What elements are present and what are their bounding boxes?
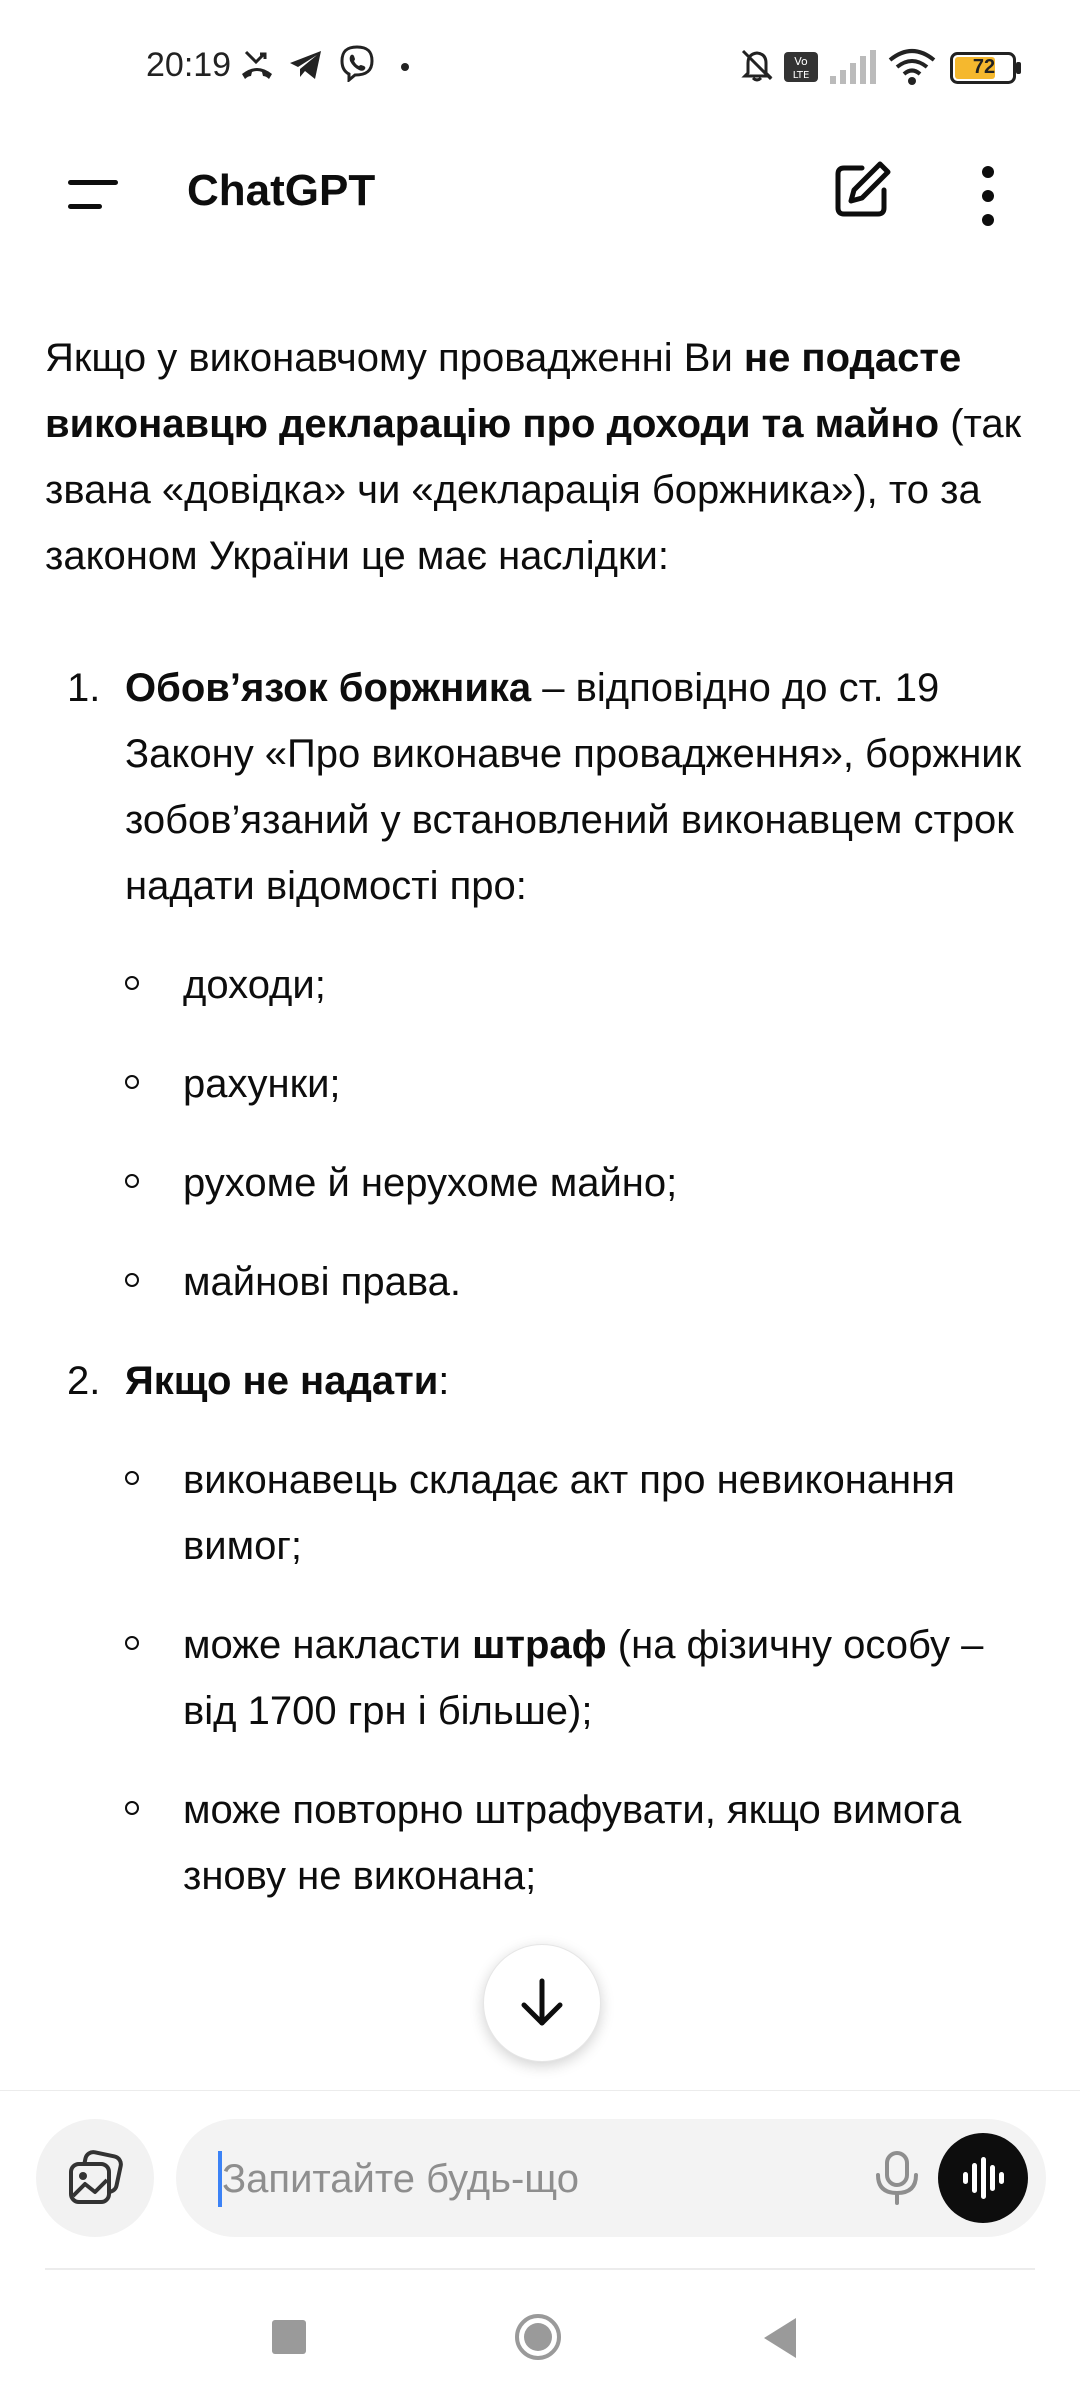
home-icon[interactable] <box>513 2312 563 2362</box>
divider <box>45 2268 1035 2270</box>
dot-icon <box>400 62 410 72</box>
arrow-down-icon <box>514 1975 570 2031</box>
bullet-item: доходи; <box>125 952 1030 1018</box>
composer <box>0 2090 1080 2271</box>
volte-icon <box>784 52 818 82</box>
bullet-list <box>125 952 1030 1315</box>
list-item: 2. Якщо не надати: виконавець складає акт про невиконання вимог; може накласти штраф (на фізичну особу – від 1700 грн і більше); може повторно штрафувати, якщо вимога знову не виконана; <box>45 1348 1030 1909</box>
list-number: 1. <box>67 666 101 710</box>
battery-level: 72 <box>972 56 996 78</box>
list-item: 1. Обов’язок боржника – відповідно до ст. 19 Закону «Про виконавче провадження», боржник зобов’язаний у встановлений виконавцем строк надати відомості про: доходи; рахунки; рухоме й нерухоме майно; майнові права. <box>45 655 1030 1315</box>
voice-mode-icon <box>958 2153 1008 2203</box>
text-caret <box>218 2151 222 2207</box>
bullet-item: рахунки; <box>125 1051 1030 1117</box>
system-nav-bar <box>0 2290 1080 2400</box>
mute-icon <box>738 46 776 84</box>
status-time: 20:19 <box>146 46 232 84</box>
more-vert-icon[interactable] <box>960 156 1020 236</box>
bullet-item: майнові права. <box>125 1249 1030 1315</box>
assistant-message <box>45 325 1030 1909</box>
telegram-icon <box>288 48 324 82</box>
attach-image-icon <box>63 2146 127 2210</box>
app-bar <box>0 150 1080 240</box>
scroll-down-button[interactable] <box>483 1944 601 2062</box>
bullet-item: рухоме й нерухоме майно; <box>125 1150 1030 1216</box>
bullet-item: може повторно штрафувати, якщо вимога знову не виконана; <box>125 1777 1030 1909</box>
app-title: ChatGPT <box>187 166 376 215</box>
bullet-item: може накласти штраф (на фізичну особу – від 1700 грн і більше); <box>125 1612 1030 1744</box>
list-number: 2. <box>67 1359 101 1403</box>
new-chat-icon[interactable] <box>826 156 896 226</box>
svg-text:LTE: LTE <box>792 70 810 81</box>
mic-icon[interactable] <box>864 2145 930 2211</box>
message-input-wrapper <box>176 2119 1046 2237</box>
svg-text:Vo: Vo <box>794 55 808 68</box>
numbered-list <box>45 655 1030 1909</box>
back-icon[interactable] <box>760 2316 800 2360</box>
message-input[interactable] <box>220 2139 824 2219</box>
bullet-list <box>125 1447 1030 1909</box>
wifi-icon <box>888 48 936 86</box>
viber-icon <box>338 44 376 82</box>
status-bar <box>0 0 1080 140</box>
voice-mode-button[interactable] <box>938 2133 1028 2223</box>
menu-icon[interactable] <box>60 170 130 220</box>
missed-call-icon <box>238 48 276 82</box>
recent-apps-icon[interactable] <box>272 2320 306 2354</box>
attach-image-button[interactable] <box>36 2119 154 2237</box>
bullet-item: виконавець складає акт про невиконання вимог; <box>125 1447 1030 1579</box>
signal-icon <box>828 50 876 84</box>
intro-paragraph: Якщо у виконавчому провадженні Ви не подасте виконавцю декларацію про доходи та майно (так звана «довідка» чи «декларація боржника»), то за законом України це має наслідки: <box>45 336 1022 578</box>
